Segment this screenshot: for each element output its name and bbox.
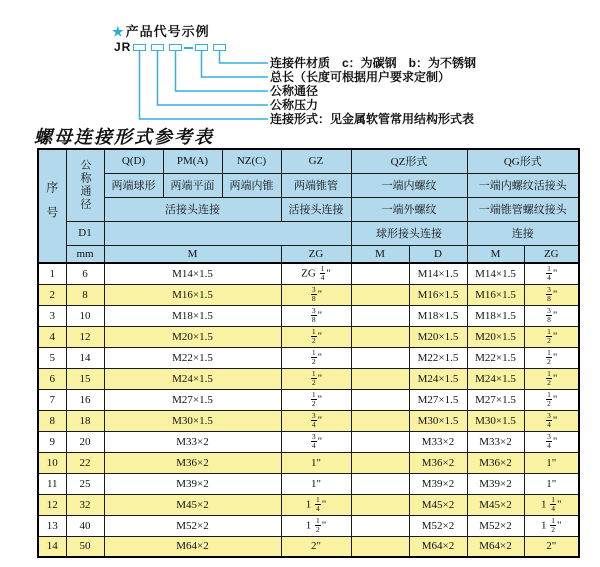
- cell-m-thread: M14×1.5: [104, 263, 281, 284]
- code-prefix: JR: [114, 40, 132, 54]
- header-empty: [104, 221, 351, 245]
- cell-m-thread: M39×2: [104, 473, 281, 494]
- cell-mm: 32: [66, 494, 104, 515]
- header-qz-d: D: [409, 245, 467, 263]
- table-row: [38, 494, 579, 515]
- cell-seq: 6: [38, 368, 66, 389]
- cell-qz-m: [351, 431, 409, 452]
- code-label-pressure: 公称压力: [270, 98, 319, 112]
- cell-qz-m: [351, 389, 409, 410]
- table-body: [38, 263, 579, 557]
- cell-m-thread: M27×1.5: [104, 389, 281, 410]
- cell-seq: 7: [38, 389, 66, 410]
- header-mm: mm: [66, 245, 104, 263]
- table-row: [38, 263, 579, 284]
- cell-qz-d: M52×2: [409, 515, 467, 536]
- cell-m-thread: M18×1.5: [104, 305, 281, 326]
- cell-gz-zg: ZG $\frac{1}{4}$ ": [281, 263, 351, 284]
- cell-mm: 25: [66, 473, 104, 494]
- cell-qg-m: M22×1.5: [467, 347, 524, 368]
- header-qz-row4: 球形接头连接: [351, 221, 467, 245]
- cell-gz-zg: 1 $\frac{1}{4}$ ": [281, 494, 351, 515]
- cell-seq: 9: [38, 431, 66, 452]
- cell-seq: 5: [38, 347, 66, 368]
- page-title: 螺母连接形式参考表: [34, 127, 214, 147]
- cell-m-thread: M33×2: [104, 431, 281, 452]
- cell-seq: 11: [38, 473, 66, 494]
- header-pm-desc: 两端平面: [163, 173, 222, 197]
- cell-seq: 13: [38, 515, 66, 536]
- header-qz-row3: 一端外螺纹: [351, 197, 467, 221]
- cell-m-thread: M20×1.5: [104, 326, 281, 347]
- cell-gz-zg: $\frac{1}{2}$ ": [281, 347, 351, 368]
- table-row: [38, 284, 579, 305]
- cell-mm: 12: [66, 326, 104, 347]
- cell-gz-zg: $\frac{3}{8}$ ": [281, 305, 351, 326]
- cell-qg-m: M64×2: [467, 536, 524, 557]
- cell-qz-d: M22×1.5: [409, 347, 467, 368]
- cell-seq: 3: [38, 305, 66, 326]
- table-row: [38, 410, 579, 431]
- cell-qz-m: [351, 515, 409, 536]
- cell-qz-d: M39×2: [409, 473, 467, 494]
- cell-qz-d: M64×2: [409, 536, 467, 557]
- table-header: [38, 149, 579, 263]
- cell-mm: 10: [66, 305, 104, 326]
- header-gz: GZ: [281, 149, 351, 173]
- cell-qz-d: M45×2: [409, 494, 467, 515]
- cell-qz-d: M24×1.5: [409, 368, 467, 389]
- header-qg-zg: ZG: [524, 245, 579, 263]
- cell-seq: 8: [38, 410, 66, 431]
- cell-qg-zg: $\frac{1}{2}$ ": [524, 326, 579, 347]
- cell-qg-m: M39×2: [467, 473, 524, 494]
- cell-qz-m: [351, 473, 409, 494]
- code-label-conn-form: 连接形式：见金属软管常用结构形式表: [270, 112, 475, 126]
- cell-qg-m: M33×2: [467, 431, 524, 452]
- cell-m-thread: M16×1.5: [104, 284, 281, 305]
- cell-qz-m: [351, 305, 409, 326]
- table-row: [38, 326, 579, 347]
- cell-m-thread: M24×1.5: [104, 368, 281, 389]
- header-pm: PM(A): [163, 149, 222, 173]
- header-qg-row2: 一端内螺纹活接头: [467, 173, 579, 197]
- cell-qg-m: M36×2: [467, 452, 524, 473]
- header-qz-form: QZ形式: [351, 149, 467, 173]
- cell-seq: 2: [38, 284, 66, 305]
- cell-seq: 10: [38, 452, 66, 473]
- cell-qz-d: M36×2: [409, 452, 467, 473]
- cell-qg-m: M30×1.5: [467, 410, 524, 431]
- cell-qz-m: [351, 410, 409, 431]
- cell-mm: 50: [66, 536, 104, 557]
- cell-m-thread: M52×2: [104, 515, 281, 536]
- cell-qg-m: M24×1.5: [467, 368, 524, 389]
- table-row: [38, 389, 579, 410]
- product-code-example-text: 产品代号示例: [125, 24, 210, 39]
- cell-mm: 8: [66, 284, 104, 305]
- cell-gz-zg: 2": [281, 536, 351, 557]
- cell-qg-zg: 1": [524, 473, 579, 494]
- cell-gz-zg: 1": [281, 452, 351, 473]
- cell-seq: 14: [38, 536, 66, 557]
- cell-qz-m: [351, 326, 409, 347]
- cell-qg-m: M20×1.5: [467, 326, 524, 347]
- cell-gz-zg: $\frac{1}{2}$ ": [281, 389, 351, 410]
- table-row: [38, 536, 579, 557]
- table-row: [38, 452, 579, 473]
- cell-qz-d: M30×1.5: [409, 410, 467, 431]
- cell-mm: 6: [66, 263, 104, 284]
- header-qg-m: M: [467, 245, 524, 263]
- table-row: [38, 515, 579, 536]
- cell-mm: 15: [66, 368, 104, 389]
- cell-seq: 4: [38, 326, 66, 347]
- table-row: [38, 305, 579, 326]
- cell-qz-m: [351, 284, 409, 305]
- cell-qg-m: M27×1.5: [467, 389, 524, 410]
- cell-m-thread: M45×2: [104, 494, 281, 515]
- cell-qz-m: [351, 536, 409, 557]
- code-label-material: 连接件材质 c：为碳钢 b：为不锈钢: [270, 56, 477, 70]
- cell-qz-d: M16×1.5: [409, 284, 467, 305]
- code-label-diameter: 公称通径: [270, 84, 319, 98]
- cell-qg-zg: 1 $\frac{1}{4}$ ": [524, 494, 579, 515]
- nut-connection-table: [37, 148, 580, 558]
- cell-qz-m: [351, 368, 409, 389]
- table-row: [38, 431, 579, 452]
- cell-qg-zg: $\frac{3}{8}$ ": [524, 284, 579, 305]
- cell-mm: 18: [66, 410, 104, 431]
- header-qg-form: QG形式: [467, 149, 579, 173]
- cell-gz-zg: $\frac{1}{2}$ ": [281, 368, 351, 389]
- cell-gz-zg: $\frac{1}{2}$ ": [281, 326, 351, 347]
- table-row: [38, 347, 579, 368]
- cell-qz-m: [351, 263, 409, 284]
- table-row: [38, 368, 579, 389]
- header-qg-row4: 连接: [467, 221, 579, 245]
- header-q-desc: 两端球形: [104, 173, 163, 197]
- cell-gz-zg: 1 $\frac{1}{2}$ ": [281, 515, 351, 536]
- cell-mm: 40: [66, 515, 104, 536]
- cell-qz-m: [351, 494, 409, 515]
- cell-m-thread: M36×2: [104, 452, 281, 473]
- header-q: Q(D): [104, 149, 163, 173]
- cell-m-thread: M64×2: [104, 536, 281, 557]
- cell-qg-m: M52×2: [467, 515, 524, 536]
- cell-qg-zg: $\frac{3}{4}$ ": [524, 410, 579, 431]
- header-qz-m: M: [351, 245, 409, 263]
- header-nz: NZ(C): [222, 149, 281, 173]
- cell-qg-zg: $\frac{1}{4}$ ": [524, 263, 579, 284]
- header-seq: 序号: [38, 149, 66, 263]
- cell-seq: 12: [38, 494, 66, 515]
- cell-mm: 14: [66, 347, 104, 368]
- header-union-conn-gz: 活接头连接: [281, 197, 351, 221]
- header-union-conn-left: 活接头连接: [104, 197, 281, 221]
- header-m-left: M: [104, 245, 281, 263]
- cell-gz-zg: $\frac{3}{4}$ ": [281, 431, 351, 452]
- table-row: [38, 473, 579, 494]
- cell-qg-zg: $\frac{1}{2}$ ": [524, 347, 579, 368]
- cell-qz-m: [351, 452, 409, 473]
- header-qg-row3: 一端锥管螺纹接头: [467, 197, 579, 221]
- header-zg-gz: ZG: [281, 245, 351, 263]
- cell-qz-d: M33×2: [409, 431, 467, 452]
- cell-qz-d: M20×1.5: [409, 326, 467, 347]
- cell-qg-zg: $\frac{1}{2}$ ": [524, 368, 579, 389]
- cell-qg-m: M45×2: [467, 494, 524, 515]
- cell-m-thread: M22×1.5: [104, 347, 281, 368]
- cell-qg-zg: 2": [524, 536, 579, 557]
- cell-mm: 22: [66, 452, 104, 473]
- header-qz-row2: 一端内螺纹: [351, 173, 467, 197]
- cell-gz-zg: 1": [281, 473, 351, 494]
- cell-qg-m: M16×1.5: [467, 284, 524, 305]
- cell-gz-zg: $\frac{3}{8}$ ": [281, 284, 351, 305]
- cell-qg-m: M18×1.5: [467, 305, 524, 326]
- cell-mm: 20: [66, 431, 104, 452]
- cell-qz-d: M14×1.5: [409, 263, 467, 284]
- cell-qg-zg: 1": [524, 452, 579, 473]
- cell-seq: 1: [38, 263, 66, 284]
- header-nz-desc: 两端内锥: [222, 173, 281, 197]
- cell-qg-m: M14×1.5: [467, 263, 524, 284]
- cell-qz-d: M18×1.5: [409, 305, 467, 326]
- header-gz-desc: 两端锥管: [281, 173, 351, 197]
- cell-qg-zg: $\frac{1}{2}$ ": [524, 389, 579, 410]
- code-label-length: 总长（长度可根据用户要求定制）: [270, 70, 451, 84]
- cell-mm: 16: [66, 389, 104, 410]
- cell-gz-zg: $\frac{3}{4}$ ": [281, 410, 351, 431]
- cell-qz-m: [351, 347, 409, 368]
- header-d1: D1: [66, 221, 104, 245]
- header-nominal-diameter: 公称通径: [66, 149, 104, 221]
- cell-m-thread: M30×1.5: [104, 410, 281, 431]
- cell-qz-d: M27×1.5: [409, 389, 467, 410]
- star-icon: ★: [112, 24, 125, 39]
- cell-qg-zg: 1 $\frac{1}{2}$ ": [524, 515, 579, 536]
- cell-qg-zg: $\frac{3}{4}$ ": [524, 431, 579, 452]
- cell-qg-zg: $\frac{3}{8}$ ": [524, 305, 579, 326]
